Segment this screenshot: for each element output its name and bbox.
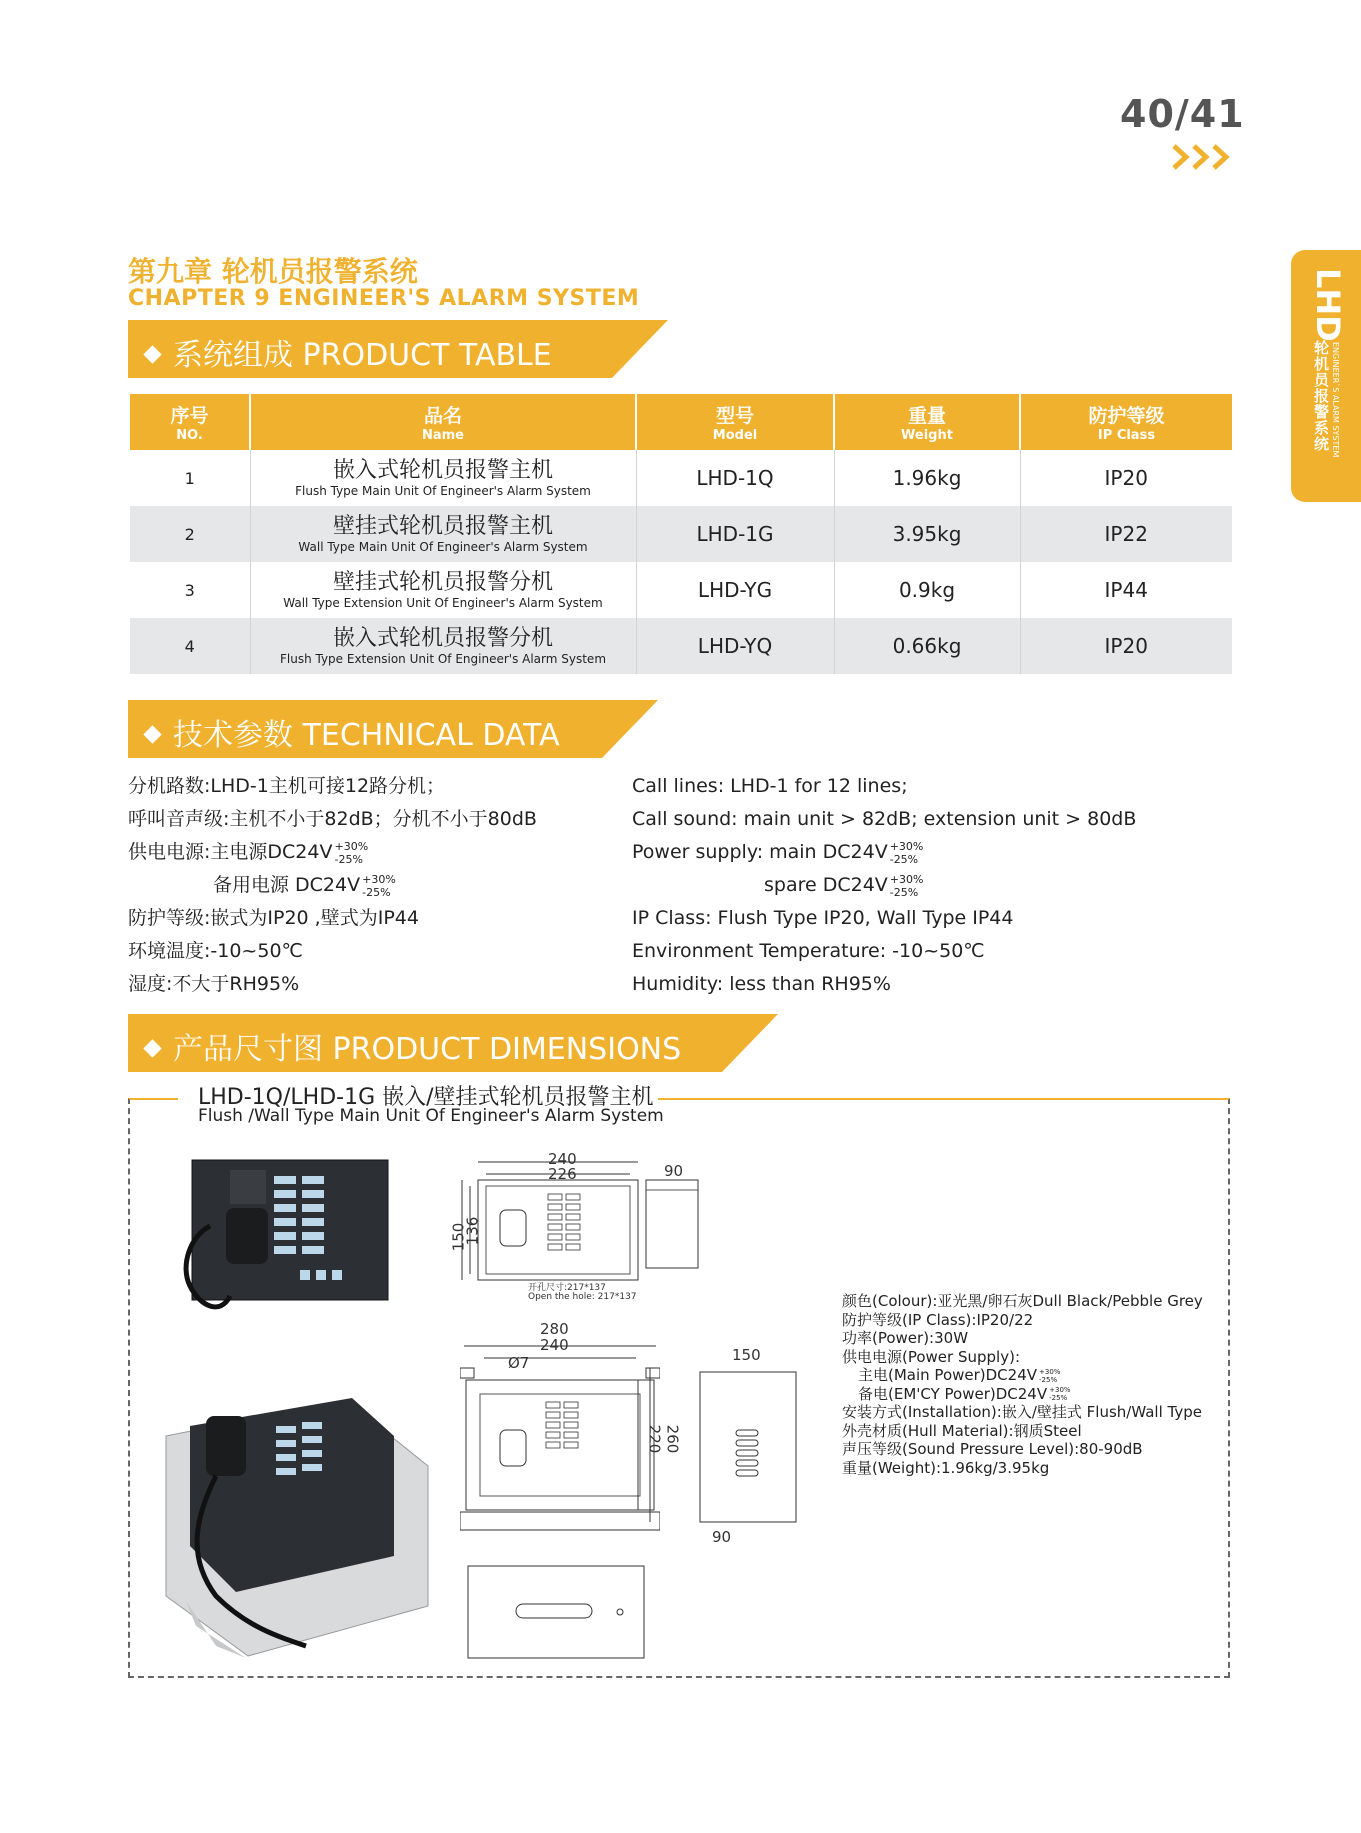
cell-model: LHD-1G bbox=[636, 506, 834, 562]
side-chapter-tab bbox=[1291, 250, 1361, 502]
spec-spl: 声压等级(Sound Pressure Level):80-90dB bbox=[842, 1440, 1143, 1458]
dim-flush-hole-en: Open the hole: 217*137 bbox=[528, 1292, 637, 1302]
tech-line: Call sound: main unit > 82dB; extension unit > 80dB bbox=[632, 808, 1137, 830]
dim-flush-hole-cn: 开孔尺寸:217*137 bbox=[528, 1283, 606, 1293]
cell-model: LHD-1Q bbox=[636, 450, 834, 506]
spec-backup: 备电(EM'CY Power)DC24V +30% -25% bbox=[858, 1384, 1071, 1403]
flush-unit-photo bbox=[170, 1156, 390, 1324]
chevron-right-icon bbox=[1170, 142, 1240, 172]
side-title-cn: 轮机员报警系统 bbox=[1312, 340, 1330, 452]
tech-line: 供电电源:主电源DC24V +30% -25% bbox=[128, 839, 369, 866]
section-banner-product-table bbox=[128, 320, 668, 378]
table-row bbox=[130, 562, 1232, 618]
dim-wall-h-inner: 220 bbox=[645, 1424, 664, 1454]
tech-line: 分机路数:LHD-1主机可接12路分机； bbox=[128, 775, 446, 797]
section-title: 产品尺寸图 PRODUCT DIMENSIONS bbox=[173, 1032, 682, 1067]
header-no: 序号 NO. bbox=[130, 394, 250, 450]
spec-hull: 外壳材质(Hull Material):钢质Steel bbox=[842, 1421, 1082, 1440]
header-ip-class: 防护等级 IP Class bbox=[1020, 394, 1232, 450]
spec-colour: 颜色(Colour):亚光黑/卵石灰Dull Black/Pebble Grey bbox=[842, 1292, 1203, 1310]
dim-wall-h-outer: 260 bbox=[663, 1424, 682, 1454]
table-row bbox=[130, 618, 1232, 674]
cell-weight: 0.66kg bbox=[834, 618, 1020, 674]
cell-weight: 1.96kg bbox=[834, 450, 1020, 506]
cell-name: 壁挂式轮机员报警主机 Wall Type Main Unit Of Engineer's Alarm System bbox=[250, 506, 636, 562]
tech-line: Call lines: LHD-1 for 12 lines; bbox=[632, 775, 908, 797]
header-model: 型号 Model bbox=[636, 394, 834, 450]
dim-wall-depth: 150 bbox=[732, 1346, 761, 1364]
wall-unit-photo bbox=[156, 1396, 432, 1666]
dim-flush-w-inner: 226 bbox=[548, 1165, 577, 1183]
spec-ip: 防护等级(IP Class):IP20/22 bbox=[842, 1310, 1034, 1329]
section-title: 技术参数 TECHNICAL DATA bbox=[173, 718, 560, 753]
cell-name: 壁挂式轮机员报警分机 Wall Type Extension Unit Of Engineer's Alarm System bbox=[250, 562, 636, 618]
cell-no: 1 bbox=[130, 450, 250, 506]
cell-ip: IP22 bbox=[1020, 506, 1232, 562]
cell-no: 4 bbox=[130, 618, 250, 674]
cell-model: LHD-YQ bbox=[636, 618, 834, 674]
cell-ip: IP20 bbox=[1020, 618, 1232, 674]
diamond-bullet-icon bbox=[143, 725, 161, 743]
product-table bbox=[130, 394, 1232, 674]
spec-main: 主电(Main Power)DC24V +30% -25% bbox=[858, 1366, 1061, 1384]
chapter-title-en: CHAPTER 9 ENGINEER'S ALARM SYSTEM bbox=[128, 286, 640, 311]
tech-line: spare DC24V +30% -25% bbox=[764, 872, 924, 899]
tech-line: IP Class: Flush Type IP20, Wall Type IP44 bbox=[632, 907, 1014, 929]
dim-wall-hole: Ø7 bbox=[508, 1354, 530, 1372]
cell-name: 嵌入式轮机员报警分机 Flush Type Extension Unit Of Engineer's Alarm System bbox=[250, 618, 636, 674]
cell-ip: IP20 bbox=[1104, 466, 1148, 490]
tech-line: Humidity: less than RH95% bbox=[632, 973, 891, 995]
tech-line: 环境温度:-10~50℃ bbox=[128, 940, 303, 962]
cell-no: 3 bbox=[130, 562, 250, 618]
side-brand: LHD bbox=[1309, 268, 1347, 342]
tech-line: Environment Temperature: -10~50℃ bbox=[632, 940, 985, 962]
section-banner-product-dimensions bbox=[128, 1014, 778, 1072]
table-row bbox=[130, 506, 1232, 562]
diamond-bullet-icon bbox=[143, 1039, 161, 1057]
spec-install: 安装方式(Installation):嵌入/壁挂式 Flush/Wall Type bbox=[842, 1403, 1202, 1421]
flush-unit-side-drawing bbox=[642, 1176, 702, 1276]
section-title: 系统组成 PRODUCT TABLE bbox=[173, 338, 552, 373]
spec-power: 功率(Power):30W bbox=[842, 1329, 969, 1347]
chapter-title-cn: 第九章 轮机员报警系统 bbox=[128, 255, 418, 288]
spec-list bbox=[842, 1292, 1203, 1477]
cell-model: LHD-YG bbox=[636, 562, 834, 618]
dim-flush-depth: 90 bbox=[664, 1162, 684, 1180]
wall-unit-top-drawing bbox=[466, 1564, 646, 1660]
tech-line: 呼叫音声级:主机不小于82dB；分机不小于80dB bbox=[128, 808, 537, 830]
table-row bbox=[130, 450, 1232, 506]
cell-name: 嵌入式轮机员报警主机 Flush Type Main Unit Of Engineer's Alarm System bbox=[250, 450, 636, 506]
tech-line: Power supply: main DC24V +30% -25% bbox=[632, 839, 924, 866]
dimensions-title-cn: LHD-1Q/LHD-1G 嵌入/壁挂式轮机员报警主机 bbox=[198, 1085, 654, 1110]
dim-wall-depth-2: 90 bbox=[712, 1528, 732, 1546]
wall-unit-front-drawing bbox=[460, 1340, 660, 1540]
tech-line: 湿度:不大于RH95% bbox=[128, 973, 300, 995]
dim-flush-h-inner: 136 bbox=[463, 1216, 482, 1246]
dim-wall-w-inner: 240 bbox=[540, 1336, 569, 1354]
side-title-en: ENGINEER`S ALARM SYSTEM bbox=[1331, 342, 1340, 458]
tech-data-cn bbox=[128, 770, 537, 1001]
section-banner-technical-data bbox=[128, 700, 658, 758]
cell-weight: 0.9kg bbox=[834, 562, 1020, 618]
cell-ip: IP44 bbox=[1104, 578, 1148, 602]
cell-no: 2 bbox=[130, 506, 250, 562]
table-header-row bbox=[130, 394, 1232, 450]
tech-data-en bbox=[632, 770, 1136, 1001]
wall-unit-side-drawing bbox=[694, 1360, 804, 1540]
cell-weight: 3.95kg bbox=[834, 506, 1020, 562]
spec-weight: 重量(Weight):1.96kg/3.95kg bbox=[842, 1458, 1050, 1477]
tech-line: 备用电源 DC24V +30% -25% bbox=[213, 872, 396, 899]
dim-flush-w-outer: 240 bbox=[548, 1150, 577, 1168]
dim-flush-h-outer: 150 bbox=[449, 1222, 468, 1252]
dim-wall-w-outer: 280 bbox=[540, 1320, 569, 1338]
spec-supply: 供电电源(Power Supply): bbox=[842, 1347, 1020, 1366]
header-name: 品名 Name bbox=[250, 394, 636, 450]
dimensions-title-en: Flush /Wall Type Main Unit Of Engineer's Alarm System bbox=[198, 1106, 664, 1126]
header-weight: 重量 Weight bbox=[834, 394, 1020, 450]
page-number: 40/41 bbox=[1120, 92, 1245, 136]
diamond-bullet-icon bbox=[143, 345, 161, 363]
tech-line: 防护等级:嵌式为IP20 ,壁式为IP44 bbox=[128, 907, 419, 929]
